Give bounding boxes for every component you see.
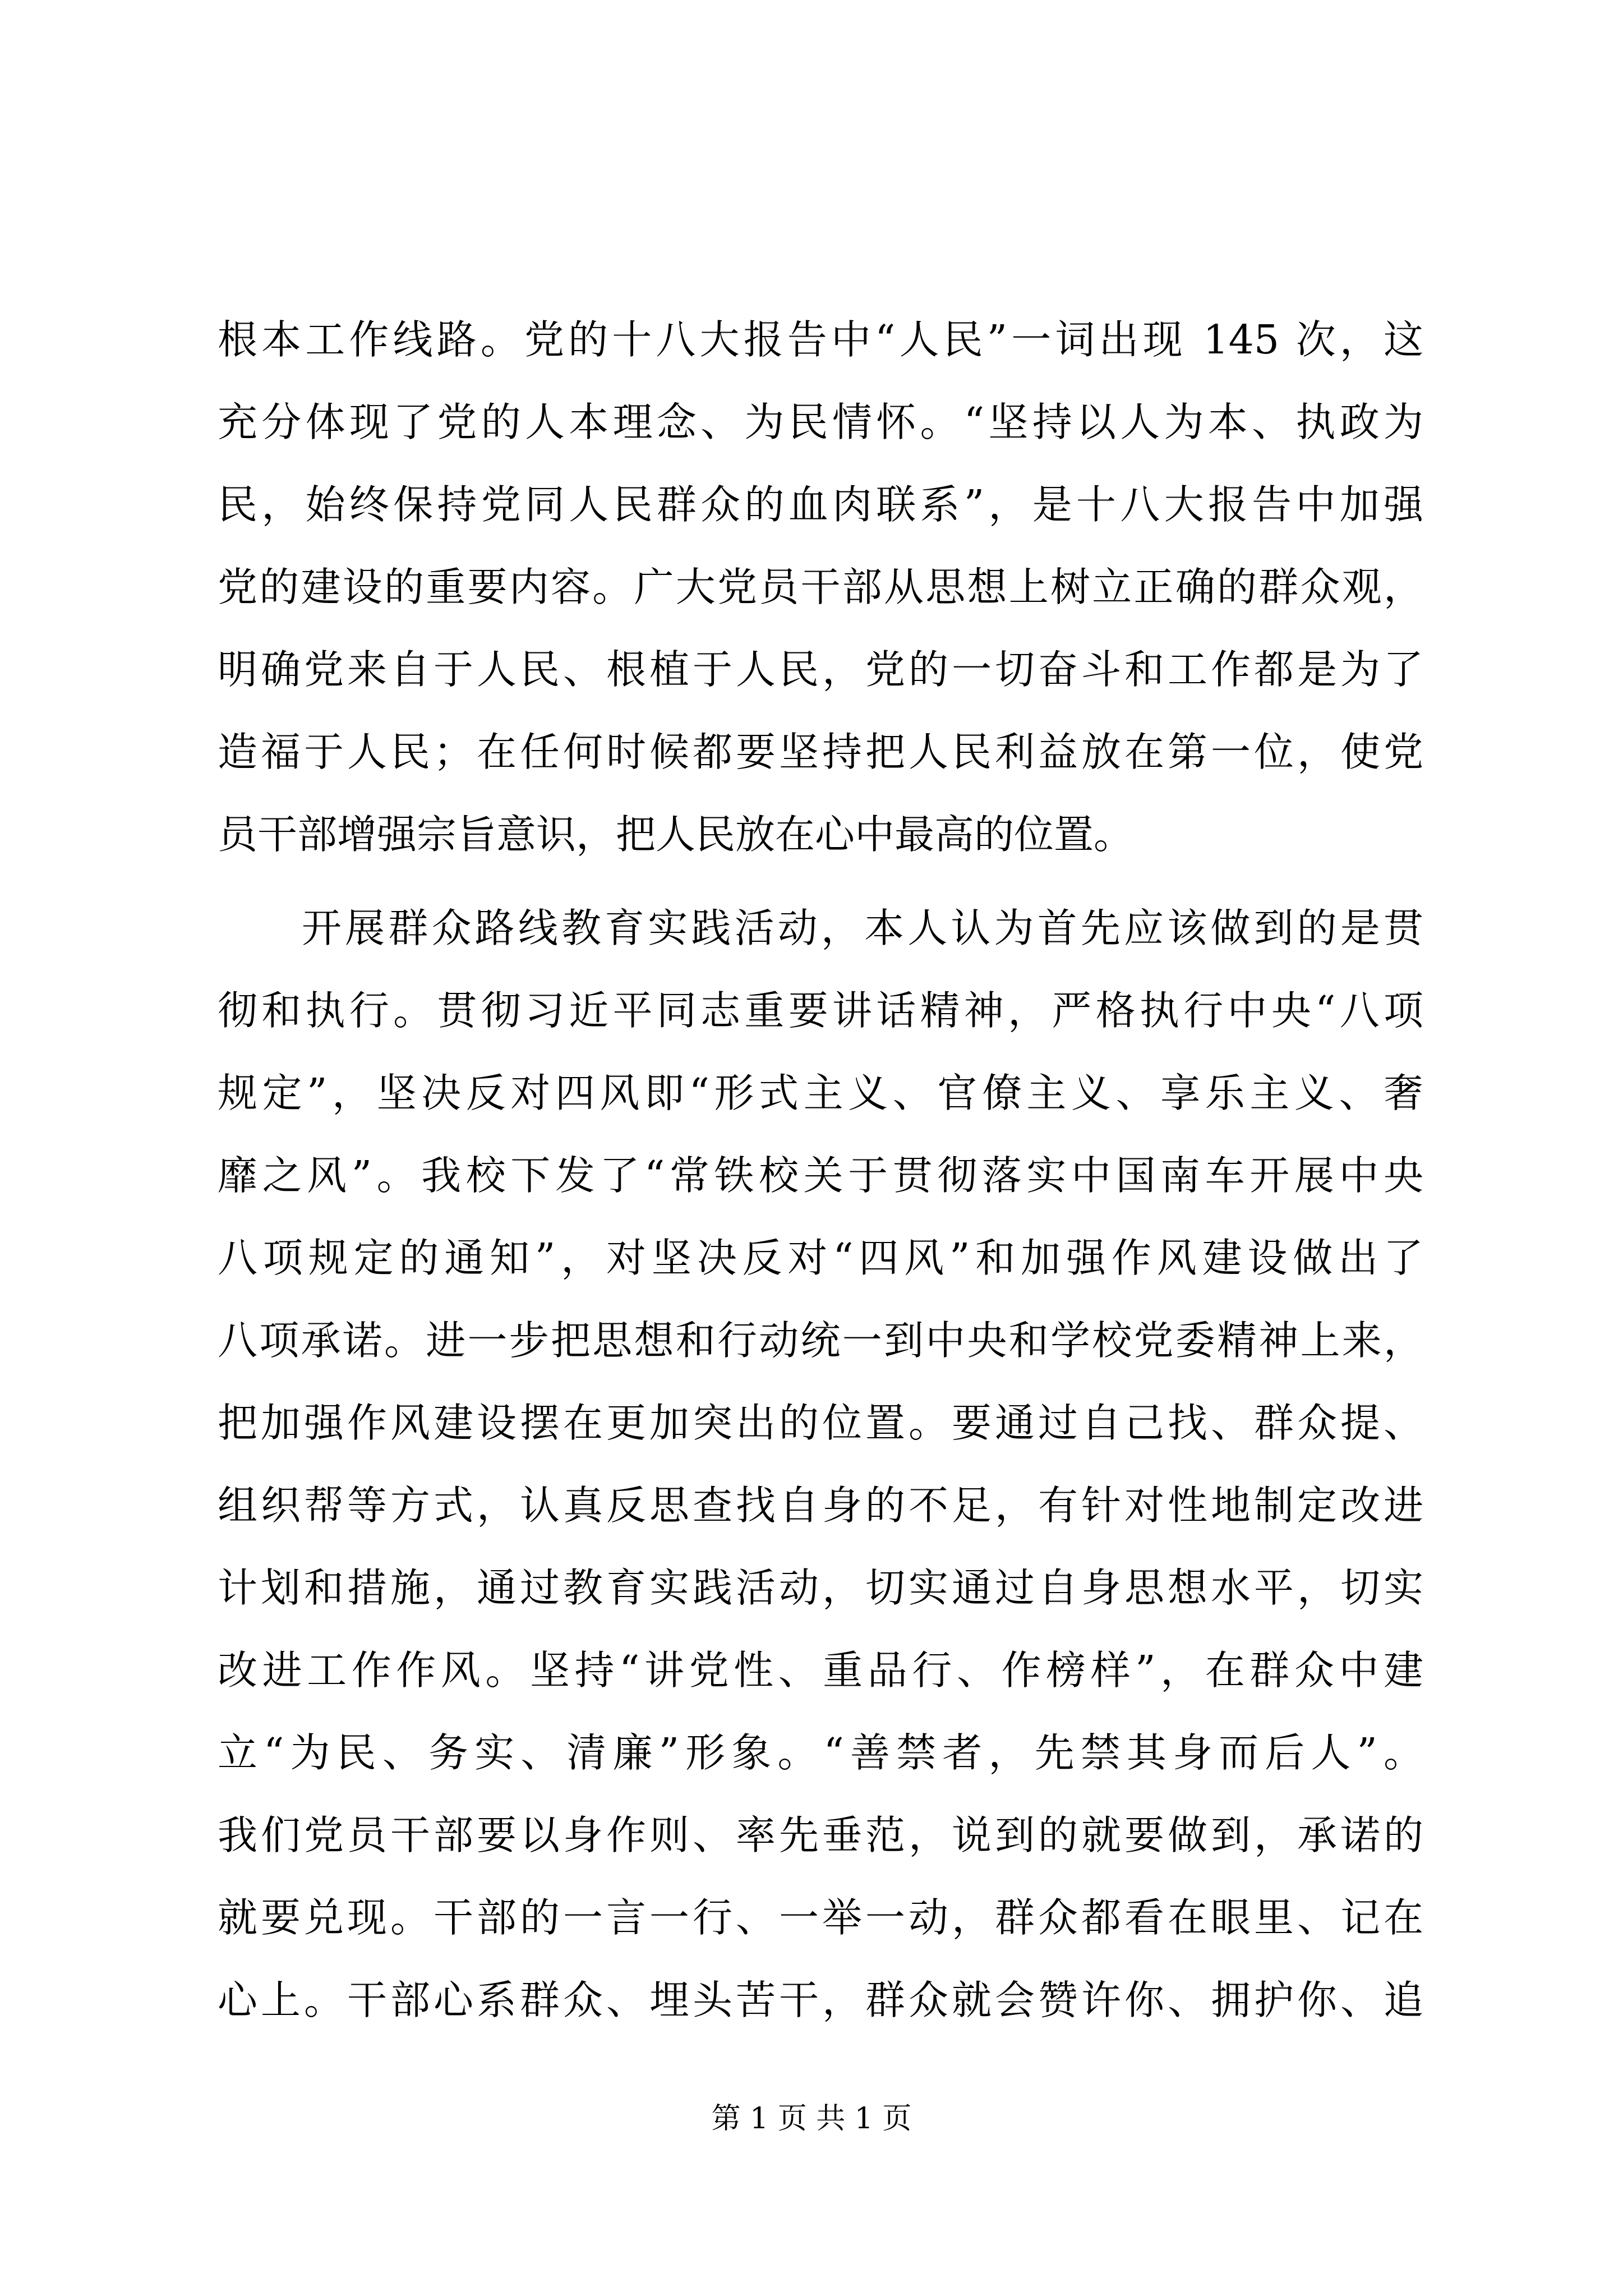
- text-line: 八项承诺。进一步把思想和行动统一到中央和学校党委精神上来，: [218, 1317, 1423, 1364]
- text-line: 心上。干部心系群众、埋头苦干，群众就会赞许你、拥护你、追: [218, 1977, 1423, 2023]
- text-line: 把加强作风建设摆在更加突出的位置。要通过自己找、群众提、: [218, 1400, 1423, 1446]
- text-line: 计划和措施，通过教育实践活动，切实通过自身思想水平，切实: [218, 1565, 1423, 1611]
- text-line: 组织帮等方式，认真反思查找自身的不足，有针对性地制定改进: [218, 1482, 1423, 1529]
- text-line: 改进工作作风。坚持“讲党性、重品行、作榜样”，在群众中建: [218, 1647, 1423, 1694]
- text-line: 员干部增强宗旨意识，把人民放在心中最高的位置。: [218, 811, 1134, 858]
- document-body: [218, 298, 1423, 2124]
- text-line: 明确党来自于人民、根植于人民，党的一切奋斗和工作都是为了: [218, 646, 1423, 693]
- page-footer: [0, 2099, 1623, 2138]
- text-line: 就要兑现。干部的一言一行、一举一动，群众都看在眼里、记在: [218, 1894, 1423, 1941]
- page-number-label: 第 1 页 共 1 页: [711, 2102, 912, 2136]
- text-line: 规定”，坚决反对四风即“形式主义、官僚主义、享乐主义、奢: [218, 1070, 1423, 1116]
- text-line: 开展群众路线教育实践活动，本人认为首先应该做到的是贯: [302, 905, 1423, 951]
- text-line: 党的建设的重要内容。广大党员干部从思想上树立正确的群众观，: [218, 564, 1423, 610]
- text-line: 八项规定的通知”，对坚决反对“四风”和加强作风建设做出了: [218, 1235, 1423, 1281]
- text-line: 立“为民、务实、清廉”形象。“善禁者，先禁其身而后人”。: [218, 1729, 1423, 1776]
- text-line: 我们党员干部要以身作则、率先垂范，说到的就要做到，承诺的: [218, 1812, 1423, 1858]
- text-line: 靡之风”。我校下发了“常铁校关于贯彻落实中国南车开展中央: [218, 1152, 1423, 1199]
- text-line: 民，始终保持党同人民群众的血肉联系”，是十八大报告中加强: [218, 481, 1423, 528]
- paragraph-1: [218, 298, 1423, 876]
- text-line: 根本工作线路。党的十八大报告中“人民”一词出现 145 次，这: [218, 316, 1423, 363]
- text-line: 充分体现了党的人本理念、为民情怀。“坚持以人为本、执政为: [218, 399, 1423, 445]
- paragraph-spacer: [218, 876, 1423, 887]
- text-line: 彻和执行。贯彻习近平同志重要讲话精神，严格执行中央“八项: [218, 987, 1423, 1034]
- paragraph-2: [218, 887, 1423, 2124]
- text-line: 造福于人民；在任何时候都要坚持把人民利益放在第一位，使党: [218, 729, 1423, 775]
